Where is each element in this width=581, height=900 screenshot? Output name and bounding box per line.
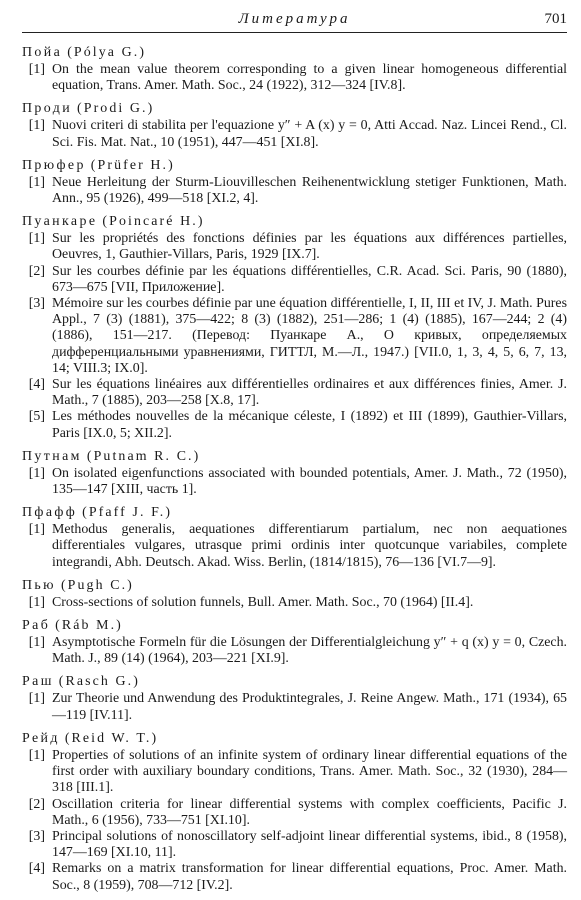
reference-text: Nuovi criteri di stabilita per l'equazione y″ + A (x) y = 0, Atti Accad. Naz. Lincei Rend., Cl. Sci. Fis. Mat. Nat., 10 (1951), 447—451 [XI.8].: [52, 118, 567, 150]
reference-number: [3]: [28, 296, 45, 312]
reference-entry: [22, 861, 567, 893]
author-name-russian: Раш: [22, 674, 54, 690]
author-heading: [22, 44, 567, 62]
reference-entry: [22, 264, 567, 296]
reference-text: On the mean value theorem corresponding to a given linear homogeneous differential equation, Trans. Amer. Math. Soc., 24 (1922), 312—324 [IV.8].: [52, 62, 567, 94]
reference-text: Neue Herleitung der Sturm-Liouvilleschen Reihenentwicklung stetiger Funktionen, Math. Ann., 95 (1926), 499—518 [XI.2, 4].: [52, 174, 567, 207]
reference-number: [1]: [28, 691, 45, 707]
author-name-russian: Рейд: [22, 730, 60, 746]
author-name-latin: (Pugh C.): [60, 577, 134, 593]
reference-number: [2]: [28, 796, 45, 812]
author-name-russian: Пуанкаре: [22, 214, 98, 230]
page-number: 701: [544, 11, 567, 27]
reference-entry: [22, 409, 567, 441]
author-name-latin: (Prüfer H.): [90, 157, 175, 173]
reference-number: [1]: [28, 465, 45, 481]
author-heading: [22, 617, 567, 635]
reference-entry: [22, 797, 567, 829]
bibliography: [22, 44, 567, 894]
reference-text: Properties of solutions of an infinite system of ordinary linear differential equations of the first order with auxiliary boundary conditions, Trans. Amer. Math. Soc., 32 (1930), 284—318 [III.1].: [52, 747, 567, 796]
reference-text: Zur Theorie und Anwendung des Produktintegrales, J. Reine Angew. Math., 171 (1934), 65—119 [IV.11].: [52, 691, 567, 723]
reference-text: Methodus generalis, aequationes differentiarum partialum, nec non aequationes differentiales vulgares, utrasque primi ordinis inter quotcunque variabiles, complete integrandi, Abh. Deutsch. Akad. Wiss. Berlin, (1814/1815), 76—136 [VI.7—9].: [52, 522, 567, 570]
reference-entry: [22, 62, 567, 94]
reference-entry: [22, 748, 567, 797]
reference-entry: [22, 377, 567, 409]
author-name-latin: (Reid W. T.): [64, 730, 159, 746]
author-name-russian: Пфафф: [22, 505, 78, 521]
reference-text: Asymptotische Formeln für die Lösungen der Differentialgleichung y″ + q (x) y = 0, Czech. Math. J., 89 (14) (1964), 203—221 [XI.9].: [52, 635, 567, 667]
author-name-russian: Пойа: [22, 45, 63, 60]
reference-text: Sur les courbes définie par les équations différentielles, C.R. Acad. Sci. Paris, 90 (1880), 673—675 [VII, Приложение].: [52, 263, 567, 295]
author-heading: [22, 673, 567, 691]
reference-number: [4]: [28, 861, 45, 877]
reference-entry: [22, 522, 567, 571]
reference-number: [1]: [28, 522, 45, 538]
reference-entry: [22, 595, 567, 611]
author-name-russian: Прюфер: [22, 157, 86, 173]
author-name-russian: Раб: [22, 618, 51, 634]
author-name-latin: (Putnam R. C.): [86, 448, 201, 464]
reference-number: [2]: [28, 263, 45, 279]
reference-entry: [22, 175, 567, 207]
author-name-latin: (Pfaff J. F.): [82, 505, 173, 521]
author-name-russian: Пью: [22, 577, 56, 593]
reference-text: Mémoire sur les courbes définie par une équation différentielle, I, II, III et IV, J. Math. Pures Appl., 7 (3) (1881), 375—422; 8 (3) (1882), 251—286; 1 (4) (1885), 167—244; 2 (4) (1886), 151—217. (Перевод: Пуанкаре А., О кривых, определяемых дифференциальными уравнениями, ГИТТЛ, М.—Л., 1947.) [VII.0, 1, 3, 4, 5, 6, 7, 13, 14; VIII.3; IX.0].: [52, 296, 567, 376]
reference-number: [3]: [28, 828, 45, 844]
reference-entry: [22, 231, 567, 263]
reference-number: [1]: [28, 118, 45, 134]
author-name-latin: (Prodi G.): [77, 101, 155, 117]
reference-text: Remarks on a matrix transformation for linear differential equations, Proc. Amer. Math. Soc., 8 (1959), 708—712 [IV.2].: [52, 861, 567, 893]
reference-number: [1]: [28, 594, 45, 610]
reference-number: [1]: [28, 174, 45, 190]
reference-text: Sur les équations linéaires aux différentielles ordinaires et aux différences finies, Amer. J. Math., 7 (1885), 203—258 [X.8, 17].: [52, 377, 567, 409]
reference-entry: [22, 635, 567, 667]
reference-entry: [22, 466, 567, 498]
reference-text: Sur les propriétés des fonctions définies par les équations aux différences partielles, Oeuvres, 1, Gauthier-Villars, Paris, 1929 [IX.7].: [52, 231, 567, 263]
reference-entry: [22, 829, 567, 861]
reference-number: [1]: [28, 62, 45, 77]
author-heading: [22, 504, 567, 522]
reference-text: Cross-sections of solution funnels, Bull. Amer. Math. Soc., 70 (1964) [II.4].: [52, 594, 474, 610]
reference-entry: [22, 296, 567, 377]
reference-number: [1]: [28, 635, 45, 651]
reference-entry: [22, 691, 567, 723]
reference-number: [4]: [28, 377, 45, 393]
reference-text: Les méthodes nouvelles de la mécanique céleste, I (1892) et III (1899), Gauthier-Villars, Paris [IX.0, 5; XII.2].: [52, 409, 567, 441]
page-header: [22, 8, 567, 33]
author-name-russian: Проди: [22, 101, 73, 117]
author-heading: [22, 577, 567, 595]
reference-entry: [22, 118, 567, 150]
reference-number: [1]: [28, 747, 45, 763]
author-name-latin: (Ráb M.): [55, 618, 123, 634]
author-name-latin: (Pólya G.): [67, 45, 147, 60]
reference-text: Oscillation criteria for linear differential systems with complex coefficients, Pacific J. Math., 6 (1956), 733—751 [XI.10].: [52, 796, 567, 828]
reference-text: On isolated eigenfunctions associated with bounded potentials, Amer. J. Math., 72 (1950), 135—147 [XIII, часть 1].: [52, 465, 567, 498]
author-name-russian: Путнам: [22, 448, 82, 464]
author-heading: [22, 448, 567, 466]
reference-number: [1]: [28, 231, 45, 247]
author-heading: [22, 213, 567, 231]
author-heading: [22, 157, 567, 175]
reference-text: Principal solutions of nonoscillatory self-adjoint linear differential systems, ibid., 8 (1958), 147—169 [XI.10, 11].: [52, 828, 567, 861]
author-heading: [22, 730, 567, 748]
reference-number: [5]: [28, 409, 45, 425]
running-title: Литература: [238, 11, 351, 27]
author-name-latin: (Poincaré H.): [102, 214, 205, 230]
author-heading: [22, 100, 567, 118]
author-name-latin: (Rasch G.): [58, 674, 140, 690]
